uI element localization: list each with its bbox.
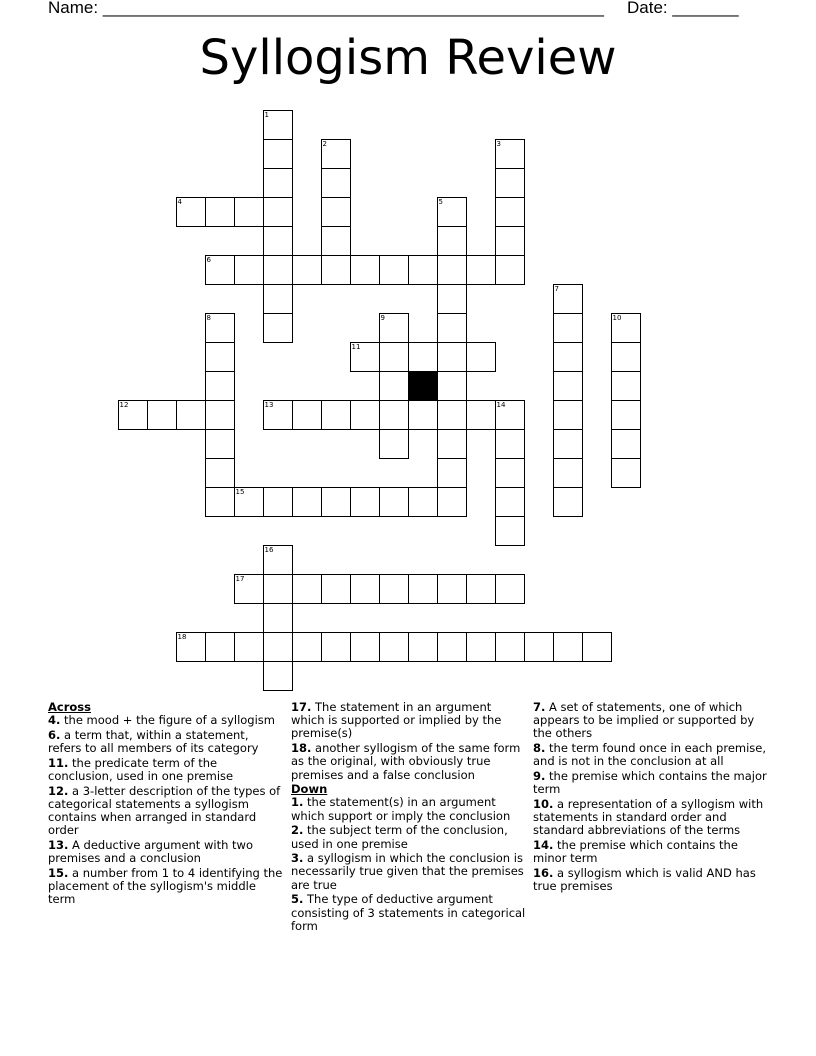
clue-item-text: a syllogism which is valid AND has true premises: [533, 865, 756, 894]
crossword-cell[interactable]: [437, 371, 467, 401]
clue-item-number: 1.: [291, 795, 304, 810]
crossword-cell[interactable]: [379, 371, 409, 401]
clue-item: [48, 757, 283, 783]
crossword-cell[interactable]: [234, 487, 264, 517]
crossword-cell[interactable]: [234, 574, 264, 604]
crossword-cell[interactable]: [263, 255, 293, 285]
crossword-cell[interactable]: [379, 487, 409, 517]
clue-item: [48, 714, 283, 727]
crossword-cell[interactable]: [495, 255, 525, 285]
crossword-cell[interactable]: [321, 255, 351, 285]
crossword-cell[interactable]: [263, 226, 293, 256]
across-heading: Across: [48, 700, 91, 714]
crossword-cell[interactable]: [176, 400, 206, 430]
crossword-cell[interactable]: [118, 400, 148, 430]
crossword-cell[interactable]: [350, 574, 380, 604]
crossword-cell[interactable]: [205, 342, 235, 372]
clue-item-text: the term found once in each premise, and is not in the conclusion at all: [533, 741, 767, 769]
crossword-cell[interactable]: [350, 342, 380, 372]
crossword-cell[interactable]: [263, 110, 293, 140]
clue-item: [533, 839, 768, 865]
clue-item: [291, 893, 526, 933]
crossword-cell[interactable]: [205, 255, 235, 285]
crossword-cell[interactable]: [321, 400, 351, 430]
clue-item-number: 4.: [48, 713, 61, 728]
crossword-cell[interactable]: [495, 487, 525, 517]
clue-number: 17: [235, 575, 245, 583]
crossword-cell[interactable]: [321, 197, 351, 227]
clue-number: 8: [206, 314, 211, 322]
crossword-cell[interactable]: [437, 487, 467, 517]
crossword-cell[interactable]: [553, 284, 583, 314]
name-blank[interactable]: _____________________________________________________: [102, 0, 604, 17]
crossword-cell[interactable]: [495, 226, 525, 256]
clue-item: [533, 770, 768, 796]
clue-item-text: the predicate term of the conclusion, used in one premise: [48, 755, 234, 784]
crossword-cell[interactable]: [205, 458, 235, 488]
date-label: Date:: [627, 0, 668, 17]
clue-number: 13: [264, 401, 274, 409]
crossword-cell[interactable]: [350, 400, 380, 430]
crossword-cell[interactable]: [263, 603, 293, 633]
crossword-cell[interactable]: [466, 400, 496, 430]
clue-item-text: the premise which contains the minor term: [533, 838, 738, 866]
crossword-cell[interactable]: [495, 197, 525, 227]
crossword-cell[interactable]: [611, 371, 641, 401]
clue-number: 14: [496, 401, 506, 409]
crossword-cell[interactable]: [553, 632, 583, 662]
clue-item: [291, 852, 526, 892]
crossword-cell[interactable]: [263, 168, 293, 198]
clue-item: [291, 796, 526, 822]
crossword-cell[interactable]: [379, 255, 409, 285]
crossword-cell[interactable]: [176, 197, 206, 227]
crossword-cell[interactable]: [350, 487, 380, 517]
clue-item-number: 2.: [291, 823, 304, 838]
crossword-cell[interactable]: [321, 226, 351, 256]
crossword-cell[interactable]: [611, 458, 641, 488]
crossword-cell[interactable]: [205, 632, 235, 662]
crossword-cell[interactable]: [466, 342, 496, 372]
crossword-cell[interactable]: [611, 313, 641, 343]
crossword-cell[interactable]: [495, 516, 525, 546]
clue-number: 12: [119, 401, 129, 409]
clue-item-number: 18.: [291, 741, 312, 756]
clue-number: 11: [351, 343, 361, 351]
crossword-cell[interactable]: [205, 313, 235, 343]
clue-item-number: 8.: [533, 741, 546, 756]
clue-item-text: A set of statements, one of which appears to be implied or supported by the others: [533, 700, 755, 741]
clue-number: 7: [554, 285, 559, 293]
clue-item-text: the subject term of the conclusion, used in one premise: [291, 823, 508, 851]
crossword-cell[interactable]: [495, 574, 525, 604]
clue-item: [533, 867, 768, 893]
clue-number: 10: [612, 314, 622, 322]
clues-column-1: [48, 701, 283, 908]
clue-item: [48, 785, 283, 838]
clue-number: 3: [496, 140, 501, 148]
clue-item-number: 10.: [533, 796, 554, 811]
name-label: Name:: [48, 0, 99, 17]
clue-item-text: a term that, within a statement, refers to all members of its category: [48, 727, 259, 756]
crossword-cell[interactable]: [553, 313, 583, 343]
crossword-cell[interactable]: [321, 574, 351, 604]
clue-item: [48, 729, 283, 755]
crossword-cell[interactable]: [553, 458, 583, 488]
clue-item-text: The type of deductive argument consisting of 3 statements in categorical form: [291, 892, 526, 933]
crossword-cell[interactable]: [437, 342, 467, 372]
clue-item-number: 16.: [533, 865, 554, 880]
crossword-cell[interactable]: [205, 371, 235, 401]
crossword-cell[interactable]: [582, 632, 612, 662]
clue-item: [533, 742, 768, 768]
clue-item-text: a number from 1 to 4 identifying the placement of the syllogism's middle term: [48, 865, 283, 907]
crossword-cell[interactable]: [495, 458, 525, 488]
crossword-cell[interactable]: [292, 632, 322, 662]
clue-number: 4: [177, 198, 182, 206]
crossword-cell[interactable]: [205, 400, 235, 430]
crossword-cell[interactable]: [437, 284, 467, 314]
crossword-cell[interactable]: [263, 487, 293, 517]
down-heading: Down: [291, 782, 328, 797]
clue-item-text: a 3-letter description of the types of categorical statements a syllogism contains when arranged in standard order: [48, 783, 281, 838]
clue-number: 18: [177, 633, 187, 641]
clue-item-number: 14.: [533, 838, 554, 853]
clue-item-number: 9.: [533, 769, 546, 784]
clue-item-text: the premise which contains the major term: [533, 769, 767, 797]
crossword-cell[interactable]: [437, 226, 467, 256]
clue-item: [291, 742, 526, 782]
crossword-cell[interactable]: [263, 661, 293, 691]
clue-item-text: A deductive argument with two premises and a conclusion: [48, 838, 253, 866]
crossword-cell[interactable]: [495, 400, 525, 430]
clue-item: [533, 798, 768, 838]
crossword-cell[interactable]: [176, 632, 206, 662]
crossword-cell[interactable]: [321, 168, 351, 198]
clue-number: 1: [264, 111, 269, 119]
crossword-cell[interactable]: [495, 168, 525, 198]
crossword-cell[interactable]: [234, 255, 264, 285]
clue-item: [48, 839, 283, 865]
clue-number: 6: [206, 256, 211, 264]
crossword-cell[interactable]: [292, 487, 322, 517]
crossword-cell[interactable]: [553, 371, 583, 401]
clue-item-number: 3.: [291, 851, 304, 866]
crossword-cell[interactable]: [408, 400, 438, 430]
crossword-cell[interactable]: [408, 487, 438, 517]
clue-item-text: a syllogism in which the conclusion is necessarily true given that the premises are true: [291, 851, 524, 892]
crossword-cell[interactable]: [437, 197, 467, 227]
crossword-cell[interactable]: [263, 139, 293, 169]
page-title: Syllogism Review: [199, 30, 617, 86]
crossword-cell[interactable]: [321, 632, 351, 662]
crossword-cell[interactable]: [553, 400, 583, 430]
crossword-cell[interactable]: [437, 429, 467, 459]
clue-item-number: 5.: [291, 892, 304, 907]
clue-item-text: another syllogism of the same form as the original, with obviously true premises and a false conclusion: [291, 741, 521, 782]
crossword-cell[interactable]: [350, 255, 380, 285]
crossword-cell[interactable]: [553, 342, 583, 372]
crossword-cell[interactable]: [205, 429, 235, 459]
crossword-cell[interactable]: [437, 255, 467, 285]
clue-item-text: the mood + the figure of a syllogism: [60, 713, 276, 728]
crossword-cell[interactable]: [379, 429, 409, 459]
clue-item: [291, 701, 526, 741]
clue-item-number: 13.: [48, 838, 69, 853]
crossword-cell[interactable]: [408, 574, 438, 604]
crossword-cell[interactable]: [234, 632, 264, 662]
crossword-cell[interactable]: [263, 632, 293, 662]
clue-item-text: a representation of a syllogism with statements in standard order and standard abbreviations of the terms: [533, 796, 764, 838]
crossword-cell[interactable]: [379, 313, 409, 343]
clue-item: [291, 824, 526, 850]
clue-item-number: 15.: [48, 865, 69, 880]
clue-item-number: 6.: [48, 727, 61, 742]
clue-number: 16: [264, 546, 274, 554]
crossword-cell[interactable]: [205, 487, 235, 517]
clue-item-text: the statement(s) in an argument which support or imply the conclusion: [291, 795, 511, 823]
crossword-cell[interactable]: [263, 574, 293, 604]
crossword-cell[interactable]: [437, 313, 467, 343]
crossword-cell[interactable]: [263, 197, 293, 227]
clue-item-number: 7.: [533, 700, 546, 714]
crossword-cell[interactable]: [292, 255, 322, 285]
crossword-cell[interactable]: [553, 429, 583, 459]
crossword-cell[interactable]: [437, 632, 467, 662]
crossword-cell[interactable]: [379, 574, 409, 604]
crossword-cell[interactable]: [611, 342, 641, 372]
crossword-cell[interactable]: [495, 632, 525, 662]
clues-column-3: [533, 701, 768, 895]
crossword-cell[interactable]: [553, 487, 583, 517]
crossword-cell[interactable]: [263, 400, 293, 430]
crossword-cell[interactable]: [147, 400, 177, 430]
clue-number: 2: [322, 140, 327, 148]
clue-item-number: 12.: [48, 783, 69, 798]
clue-number: 9: [380, 314, 385, 322]
crossword-cell[interactable]: [205, 197, 235, 227]
crossword-cell[interactable]: [292, 400, 322, 430]
crossword-cell[interactable]: [466, 255, 496, 285]
crossword-cell[interactable]: [466, 632, 496, 662]
crossword-cell[interactable]: [495, 139, 525, 169]
crossword-cell[interactable]: [408, 342, 438, 372]
crossword-cell[interactable]: [379, 342, 409, 372]
crossword-cell[interactable]: [234, 197, 264, 227]
crossword-cell[interactable]: [437, 400, 467, 430]
clue-item: [48, 867, 283, 907]
crossword-cell[interactable]: [437, 574, 467, 604]
crossword-cell[interactable]: [524, 632, 554, 662]
clue-number: 15: [235, 488, 245, 496]
crossword-cell[interactable]: [263, 545, 293, 575]
crossword-cell[interactable]: [321, 139, 351, 169]
clue-item-number: 17.: [291, 700, 312, 714]
crossword-cell[interactable]: [292, 574, 322, 604]
crossword-cell[interactable]: [350, 632, 380, 662]
crossword-cell[interactable]: [321, 487, 351, 517]
clues-column-2: [291, 701, 526, 934]
clue-item-number: 11.: [48, 755, 69, 770]
crossword-cell[interactable]: [263, 313, 293, 343]
crossword-cell[interactable]: [263, 284, 293, 314]
crossword-cell[interactable]: [611, 429, 641, 459]
black-square: [408, 371, 438, 401]
clue-item: [533, 701, 768, 741]
crossword-cell[interactable]: [408, 255, 438, 285]
crossword-cell[interactable]: [611, 400, 641, 430]
crossword-cell[interactable]: [408, 632, 438, 662]
crossword-cell[interactable]: [495, 429, 525, 459]
crossword-cell[interactable]: [437, 458, 467, 488]
crossword-cell[interactable]: [379, 400, 409, 430]
crossword-cell[interactable]: [379, 632, 409, 662]
clue-number: 5: [438, 198, 443, 206]
clue-item-text: The statement in an argument which is supported or implied by the premise(s): [291, 700, 502, 741]
crossword-cell[interactable]: [466, 574, 496, 604]
date-blank[interactable]: _______: [672, 0, 739, 17]
